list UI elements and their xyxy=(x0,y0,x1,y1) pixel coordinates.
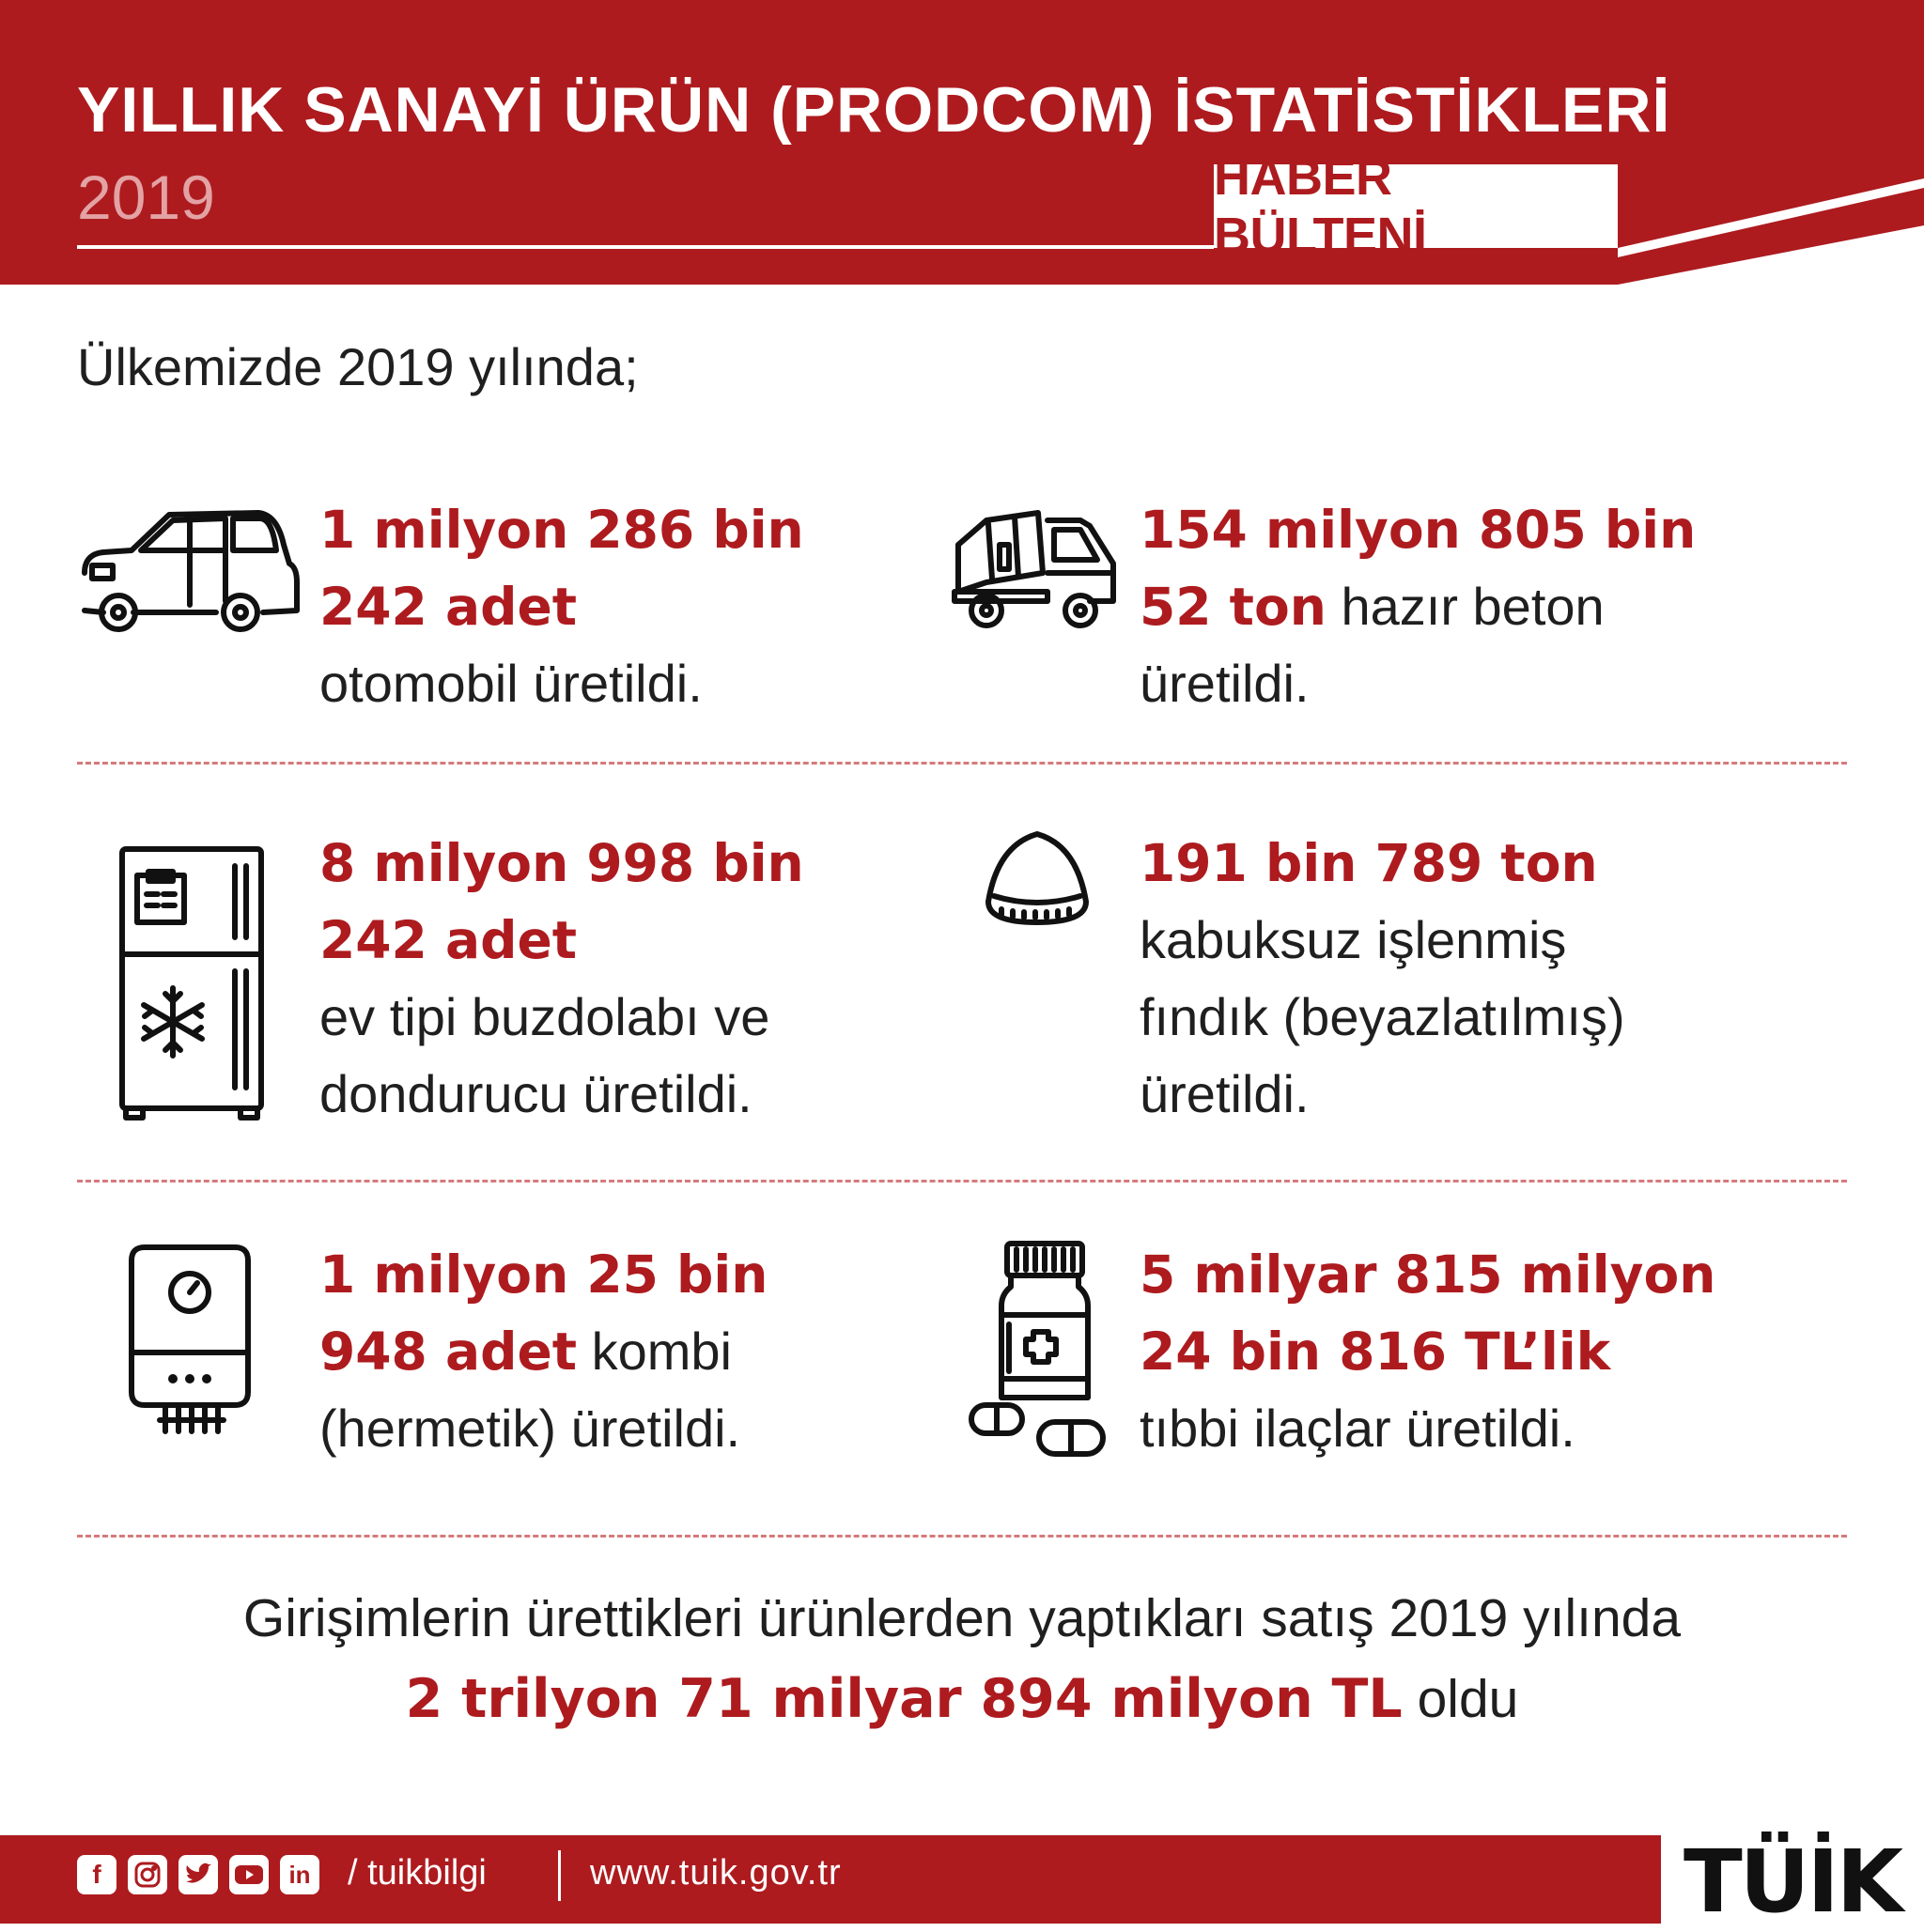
linkedin-icon[interactable]: in xyxy=(280,1855,319,1894)
section-divider xyxy=(77,762,1847,765)
stat-text: otomobil üretildi. xyxy=(319,654,703,713)
concrete-mixer-truck-icon xyxy=(949,507,1123,639)
stat-text: kombi xyxy=(577,1321,732,1381)
stat-medicine xyxy=(1140,1236,1715,1467)
tuik-logo: TÜİK xyxy=(1684,1832,1901,1932)
sales-summary-total xyxy=(0,1668,1924,1730)
twitter-icon[interactable] xyxy=(178,1855,218,1894)
sales-summary-text: Girişimlerin ürettikleri ürünlerden yaptıkları satış 2019 yılında xyxy=(242,1588,1682,1648)
stat-text: ev tipi buzdolabı ve xyxy=(319,987,770,1046)
instagram-icon[interactable] xyxy=(128,1855,167,1894)
stat-highlight: 242 adet xyxy=(319,577,578,637)
report-year: 2019 xyxy=(77,162,215,232)
stat-refrigerator xyxy=(319,825,804,1133)
stat-highlight: 8 milyon 998 bin xyxy=(319,833,804,893)
stat-highlight: 5 milyar 815 milyon xyxy=(1140,1244,1716,1305)
section-divider xyxy=(77,1535,1847,1538)
stat-highlight: 154 milyon 805 bin xyxy=(1140,500,1697,560)
refrigerator-icon xyxy=(116,843,267,1121)
stat-highlight: 242 adet xyxy=(319,910,578,970)
stat-highlight: 52 ton xyxy=(1140,577,1327,637)
stat-text: üretildi. xyxy=(1140,1064,1310,1123)
sales-total-highlight: 2 trilyon 71 milyar 894 milyon TL xyxy=(405,1668,1403,1730)
stat-highlight: 1 milyon 286 bin xyxy=(319,500,804,560)
boiler-icon xyxy=(124,1242,256,1439)
section-divider xyxy=(77,1180,1847,1182)
medicine-icon xyxy=(968,1238,1109,1459)
facebook-icon[interactable]: f xyxy=(77,1855,116,1894)
sales-summary-suffix: oldu xyxy=(1402,1669,1519,1729)
website-link[interactable]: www.tuik.gov.tr xyxy=(590,1853,842,1893)
header-banner xyxy=(0,0,1924,285)
stat-combi-boiler xyxy=(319,1236,768,1467)
stat-text: tıbbi ilaçlar üretildi. xyxy=(1140,1399,1575,1458)
stat-highlight: 948 adet xyxy=(319,1321,578,1382)
stat-highlight: 191 bin 789 ton xyxy=(1140,833,1598,893)
social-handle[interactable]: / tuikbilgi xyxy=(348,1853,487,1893)
news-bulletin-badge: HABER BÜLTENİ xyxy=(1214,164,1618,248)
intro-text: Ülkemizde 2019 yılında; xyxy=(77,337,639,396)
stat-text: dondurucu üretildi. xyxy=(319,1064,753,1123)
youtube-icon[interactable] xyxy=(229,1855,269,1894)
stat-text: kabuksuz işlenmiş xyxy=(1140,910,1567,969)
stat-highlight: 1 milyon 25 bin xyxy=(319,1244,768,1305)
stat-automobile xyxy=(319,491,804,722)
stat-text: (hermetik) üretildi. xyxy=(319,1399,741,1458)
stat-hazelnut xyxy=(1140,825,1625,1133)
stat-highlight: 24 bin 816 TL’lik xyxy=(1140,1321,1611,1382)
car-icon xyxy=(75,507,301,639)
hazelnut-icon xyxy=(981,828,1094,936)
stat-text: hazır beton xyxy=(1326,577,1605,636)
header-rule xyxy=(77,245,1214,249)
stat-text: üretildi. xyxy=(1140,654,1310,713)
page-title: YILLIK SANAYİ ÜRÜN (PRODCOM) İSTATİSTİKLERİ xyxy=(77,74,1671,146)
stat-text: fındık (beyazlatılmış) xyxy=(1140,987,1625,1046)
stat-ready-concrete xyxy=(1140,491,1696,722)
footer-separator xyxy=(558,1850,561,1901)
